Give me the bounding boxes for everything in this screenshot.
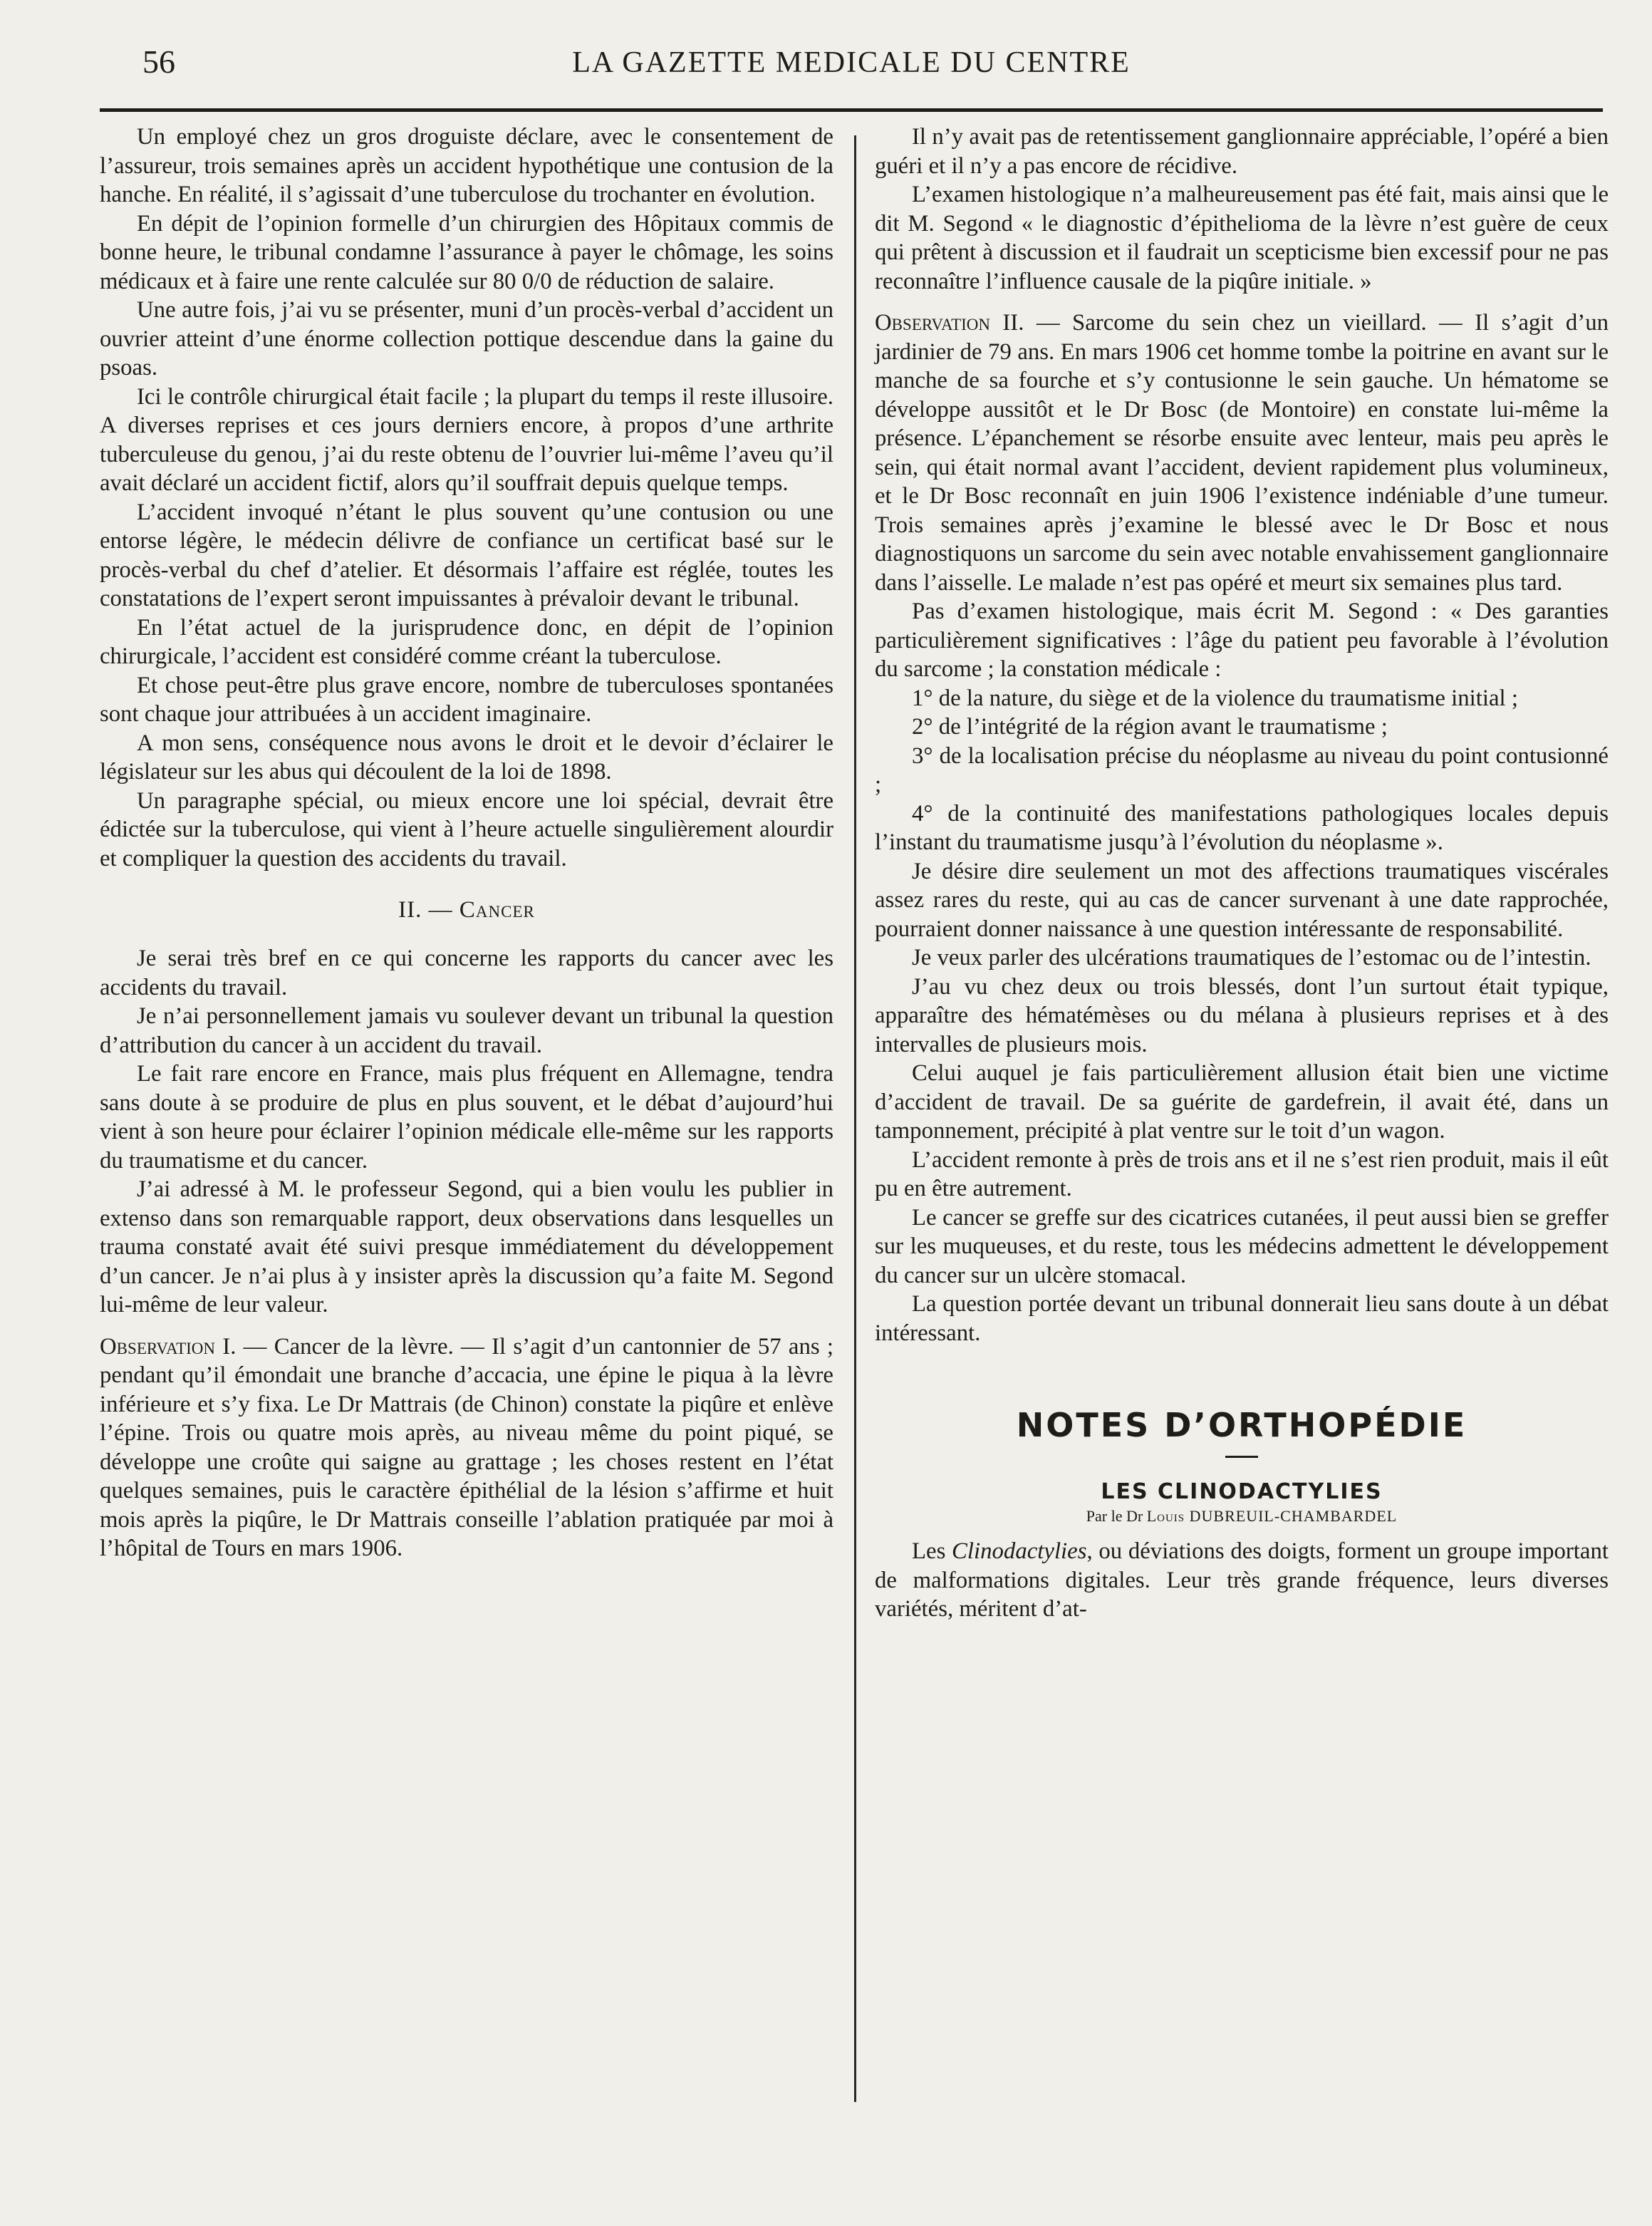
paragraph: 4° de la continuité des manifestations pathologiques locales depuis l’instant du traumatisme jusqu’à l’évolution du néoplasme ».	[875, 800, 1609, 855]
paragraph: Pas d’examen histologique, mais écrit M. Segond : « Des garanties particulièrement significatives : l’âge du patient peu favorable à l’évolution du sarcome ; la constation médicale :	[875, 599, 1609, 682]
section-heading-notes-orthopedie: NOTES D’ORTHOPÉDIE	[1016, 1406, 1467, 1444]
paragraph: Ici le contrôle chirurgical était facile ; la plupart du temps il reste illusoire. A diverses reprises et ces jours derniers encore, à propos d’une arthrite tuberculeuse du genou, j’ai du reste obtenu de l’ouvrier lui-même l’aveu qu’il avait déclaré un accident fictif, alors qu’il souffrait depuis quelque temps.	[100, 383, 833, 496]
paragraph: Je désire dire seulement un mot des affections traumatiques viscérales assez rares du reste, qui au cas de cancer survenant à une date rapprochée, pourraient donner naissance à une question intéressante de responsabilité.	[875, 858, 1609, 942]
paragraph: Le fait rare encore en France, mais plus fréquent en Allemagne, tendra sans doute à se produire de plus en plus souvent, et le débat d’aujourd’hui vient à son heure pour éclairer l’opinion médicale elle-même sur les rapports du traumatisme et du cancer.	[100, 1061, 833, 1174]
paragraph: Un employé chez un gros droguiste déclare, avec le consentement de l’assureur, trois semaines après un accident hypothétique une contusion de la hanche. En réalité, il s’agissait d’une tuberculose du trochanter en évolution.	[100, 124, 833, 207]
observation-text: — Sarcome du sein chez un vieillard. — Il s’agit d’un jardinier de 79 ans. En mars 1906 cet homme tombe la poitrine en avant sur le manche de sa fourche et s’y contusionne le sein gauche. Un hématome se développe aussitôt et le Dr Bosc (de Montoire) en constate lui-même la présence. L’épanchement se résorbe ensuite avec lenteur, mais peu après le sein, qui était normal avant l’accident, devient rapidement plus volumineux, et le Dr Bosc reconnaît en juin 1906 l’existence indéniable d’une tumeur. Trois semaines après j’examine le blessé avec le Dr Bosc et nous diagnostiquons un sarcome du sein avec notable envahissement ganglionnaire dans l’aisselle. Le malade n’est pas opéré et meurt six semaines plus tard.	[875, 310, 1609, 596]
paragraph	[875, 1537, 1609, 1624]
paragraph: Je veux parler des ulcérations traumatiques de l’estomac ou de l’intestin.	[912, 945, 1591, 970]
paragraph: Il n’y avait pas de retentissement ganglionnaire appréciable, l’opéré a bien guéri et il n’y a pas encore de récidive.	[875, 124, 1609, 179]
paragraph: L’accident remonte à près de trois ans et il ne s’est rien produit, mais il eût pu en être autrement.	[875, 1146, 1609, 1201]
observation-1	[100, 1332, 833, 1563]
text-run: , ou déviations des doigts, forment un groupe important de malformations digitales. Leur très grande fréquence, leurs diverses variétés, méritent d’at-	[875, 1538, 1609, 1622]
paragraph: J’au vu chez deux ou trois blessés, dont l’un surtout était typique, apparaître des hématémèses ou du mélana à plusieurs reprises et à des intervalles de plusieurs mois.	[875, 973, 1609, 1057]
observation-label: Observation II.	[875, 310, 1024, 336]
left-column	[100, 123, 833, 1563]
paragraph: En dépit de l’opinion formelle d’un chirurgien des Hôpitaux commis de bonne heure, le tribunal condamne l’assurance à payer le chômage, les soins médicaux et à faire une rente calculée sur 80 0/0 de réduction de salaire.	[100, 210, 833, 294]
spacer	[100, 1320, 833, 1332]
paragraph: Je serai très bref en ce qui concerne les rapports du cancer avec les accidents du travail.	[100, 946, 833, 1000]
observation-text: — Cancer de la lèvre. — Il s’agit d’un cantonnier de 57 ans ; pendant qu’il émondait une branche d’accacia, une épine le piqua à la lèvre inférieure et s’y fixa. Le Dr Mattrais (de Chinon) constate la piqûre et enlève l’épine. Trois ou quatre mois après, au niveau même du point piqué, se développe une croûte qui saigne au grattage ; les choses restent en l’état quelques semaines, puis le caractère épithélial de la lésion s’affirme et huit mois après la piqûre, le Dr Mattrais conseille l’ablation pratiquée par moi à l’hôpital de Tours en mars 1906.	[100, 1333, 833, 1561]
paragraph: Je n’ai personnellement jamais vu soulever devant un tribunal la question d’attribution du cancer à un accident du travail.	[100, 1003, 833, 1058]
byline-author: Louis DUBREUIL-CHAMBARDEL	[1146, 1507, 1398, 1525]
article-byline	[875, 1507, 1609, 1526]
paragraph: 3° de la localisation précise du néoplasme au niveau du point contusionné ;	[875, 742, 1609, 797]
paragraph: Un paragraphe spécial, ou mieux encore une loi spécial, devrait être édictée sur la tuberculose, qui vient à l’heure actuelle singulièrement alourdir et compliquer la question des accidents du travail.	[100, 787, 833, 871]
paragraph: Le cancer se greffe sur des cicatrices cutanées, il peut aussi bien se greffer sur les muqueuses, et du reste, tous les médecins admettent le développement du cancer sur un ulcère stomacal.	[875, 1204, 1609, 1288]
article-title: LES CLINODACTYLIES	[1101, 1479, 1383, 1504]
paragraph: L’examen histologique n’a malheureusement pas été fait, mais ainsi que le dit M. Segond « le diagnostic d’épithelioma de la lèvre n’est guère de ceux qui prêtent à discussion et il faudrait un scepticisme bien excessif pour ne pas reconnaître l’influence causale de la piqûre initiale. »	[875, 182, 1609, 294]
byline-prefix: Par le Dr	[1086, 1507, 1147, 1525]
paragraph: Celui auquel je fais particulièrement allusion était bien une victime d’accident de travail. De sa guérite de gardefrein, il avait été, dans un tamponnement, précipité à plat ventre sur le toit d’un wagon.	[875, 1060, 1609, 1144]
observation-label: Observation I.	[100, 1333, 237, 1360]
page-header	[100, 43, 1603, 93]
spacer	[875, 296, 1609, 309]
paragraph: A mon sens, conséquence nous avons le droit et le devoir d’éclairer le législateur sur les abus qui découlent de la loi de 1898.	[100, 730, 833, 785]
paragraph: J’ai adressé à M. le professeur Segond, qui a bien voulu les publier in extenso dans son remarquable rapport, deux observations dans lesquelles un trauma constaté avait été suivi presque immédiatement du développement d’un cancer. Je n’ai plus à y insister après la discussion qu’a faite M. Segond lui-même de leur valeur.	[100, 1176, 833, 1318]
paragraph: Une autre fois, j’ai vu se présenter, muni d’un procès-verbal d’accident un ouvrier atteint d’une énorme collection pottique descendue dans la gaine du psoas.	[100, 297, 833, 381]
paragraph: 1° de la nature, du siège et de la violence du traumatisme initial ;	[912, 685, 1518, 711]
paragraph: 2° de l’intégrité de la région avant le traumatisme ;	[912, 714, 1388, 740]
page-number: 56	[142, 43, 175, 80]
right-column	[875, 123, 1609, 1624]
paragraph: Et chose peut-être plus grave encore, nombre de tuberculoses spontanées sont chaque jour attribuées à un accident imaginaire.	[100, 672, 833, 727]
paragraph: La question portée devant un tribunal donnerait lieu sans doute à un débat intéressant.	[875, 1291, 1609, 1346]
header-rule	[100, 108, 1603, 112]
paragraph: L’accident invoqué n’étant le plus souvent qu’une contusion ou une entorse légère, le médecin délivre de confiance un certificat basé sur le procès-verbal du chef d’atelier. Et désormais l’affaire est réglée, toutes les constatations de l’expert seront impuissantes à prévaloir devant le tribunal.	[100, 499, 833, 611]
paragraph: En l’état actuel de la jurisprudence donc, en dépit de l’opinion chirurgicale, l’accident est considéré comme créant la tuberculose.	[100, 614, 833, 669]
column-divider	[854, 135, 856, 2102]
observation-2	[875, 309, 1609, 597]
section-title-cancer: II. — Cancer	[398, 897, 535, 923]
heading-rule	[1225, 1456, 1258, 1458]
text-run: Les	[912, 1538, 952, 1564]
italic-term: Clinodactylies	[952, 1538, 1087, 1564]
running-title: LA GAZETTE MEDICALE DU CENTRE	[572, 46, 1131, 79]
